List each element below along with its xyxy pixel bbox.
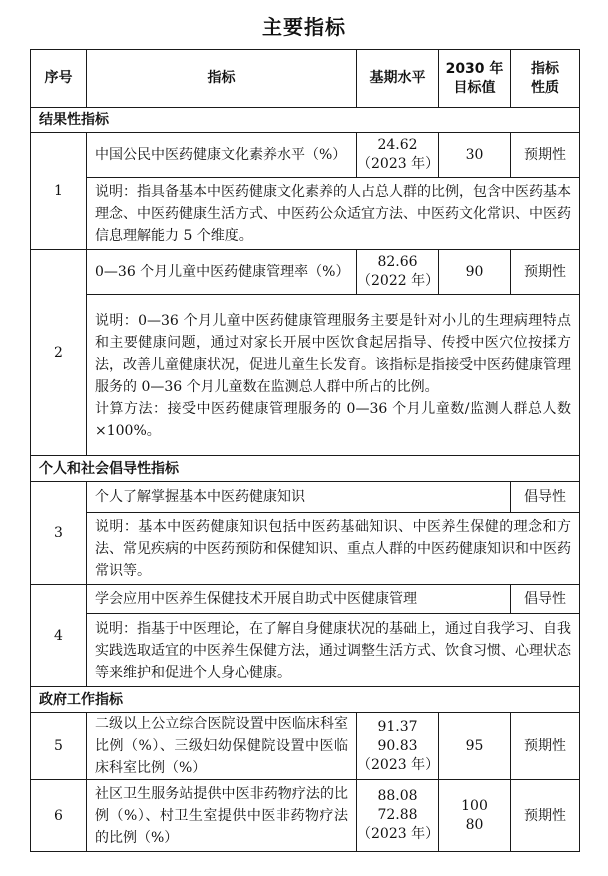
note-row [31, 614, 580, 687]
note-row [31, 295, 580, 456]
header-target: 2030 年 目标值 [439, 50, 511, 108]
header-row [31, 50, 580, 108]
indicator-name: 中国公民中医药健康文化素养水平（%） [87, 133, 357, 178]
page-title: 主要指标 [262, 15, 346, 39]
baseline-value: 24.62 （2023 年） [357, 133, 439, 178]
indicator-name: 二级以上公立综合医院设置中医临床科室比例（%）、三级妇幼保健院设置中医临床科室比例（%） [87, 713, 357, 780]
section-row-government [31, 687, 580, 713]
indicator-note: 说明：指具备基本中医药健康文化素养的人占总人群的比例，包含中医药基本理念、中医药健康生活方式、中医药公众适宜方法、中医药文化常识、中医药信息理解能力 5 个维度。 [87, 178, 580, 250]
indicator-note: 说明：基本中医药健康知识包括中医药基础知识、中医养生保健的理念和方法、常见疾病的中医药预防和保健知识、重点人群的中医药健康知识和中医药常识等。 [87, 513, 580, 585]
header-indicator: 指标 [87, 50, 357, 108]
indicator-name: 社区卫生服务站提供中医非药物疗法的比例（%）、村卫生室提供中医非药物疗法的比例（%） [87, 780, 357, 852]
baseline-value: 91.37 90.83 （2023 年） [357, 713, 439, 780]
table-row [31, 780, 580, 852]
indicators-table [30, 49, 580, 852]
note-row [31, 513, 580, 585]
table-row [31, 250, 580, 295]
section-government-title: 政府工作指标 [31, 687, 580, 713]
row-number: 2 [31, 250, 87, 456]
target-value: 30 [439, 133, 511, 178]
section-result-title: 结果性指标 [31, 108, 580, 133]
section-row-result [31, 108, 580, 133]
row-number: 4 [31, 585, 87, 687]
indicator-nature: 预期性 [511, 780, 580, 852]
table-row [31, 585, 580, 614]
table-row [31, 133, 580, 178]
table-row [31, 713, 580, 780]
indicator-note: 说明：指基于中医理论，在了解自身健康状况的基础上，通过自我学习、自我实践选取适宜的中医养生保健方法，通过调整生活方式、饮食习惯、心理状态等来维护和促进个人身心健康。 [87, 614, 580, 687]
indicator-nature: 预期性 [511, 250, 580, 295]
table-row [31, 482, 580, 513]
target-value: 95 [439, 713, 511, 780]
indicator-nature: 预期性 [511, 713, 580, 780]
target-value: 100 80 [439, 780, 511, 852]
row-number: 1 [31, 133, 87, 250]
note-row [31, 178, 580, 250]
indicator-nature: 倡导性 [511, 585, 580, 614]
indicator-name: 个人了解掌握基本中医药健康知识 [87, 482, 511, 513]
indicator-nature: 倡导性 [511, 482, 580, 513]
row-number: 5 [31, 713, 87, 780]
section-advocacy-title: 个人和社会倡导性指标 [31, 456, 580, 482]
row-number: 6 [31, 780, 87, 852]
indicator-name: 0—36 个月儿童中医药健康管理率（%） [87, 250, 357, 295]
header-no: 序号 [31, 50, 87, 108]
section-row-advocacy [31, 456, 580, 482]
indicator-nature: 预期性 [511, 133, 580, 178]
indicator-name: 学会应用中医养生保健技术开展自助式中医健康管理 [87, 585, 511, 614]
baseline-value: 82.66 （2022 年） [357, 250, 439, 295]
baseline-value: 88.08 72.88 （2023 年） [357, 780, 439, 852]
indicator-note: 说明：0—36 个月儿童中医药健康管理服务主要是针对小儿的生理病理特点和主要健康问题，通过对家长开展中医饮食起居指导、传授中医穴位按揉方法，改善儿童健康状况，促进儿童生长发育。该指标是指接受中医药健康管理服务的 0—36 个月儿童数在监测总人群中所占的比例。 计算方法：接受中医药健康管理服务的 0—36 个月儿童数/监测人群总人数×100%。 [87, 295, 580, 456]
row-number: 3 [31, 482, 87, 585]
header-baseline: 基期水平 [357, 50, 439, 108]
header-nature: 指标 性质 [511, 50, 580, 108]
target-value: 90 [439, 250, 511, 295]
